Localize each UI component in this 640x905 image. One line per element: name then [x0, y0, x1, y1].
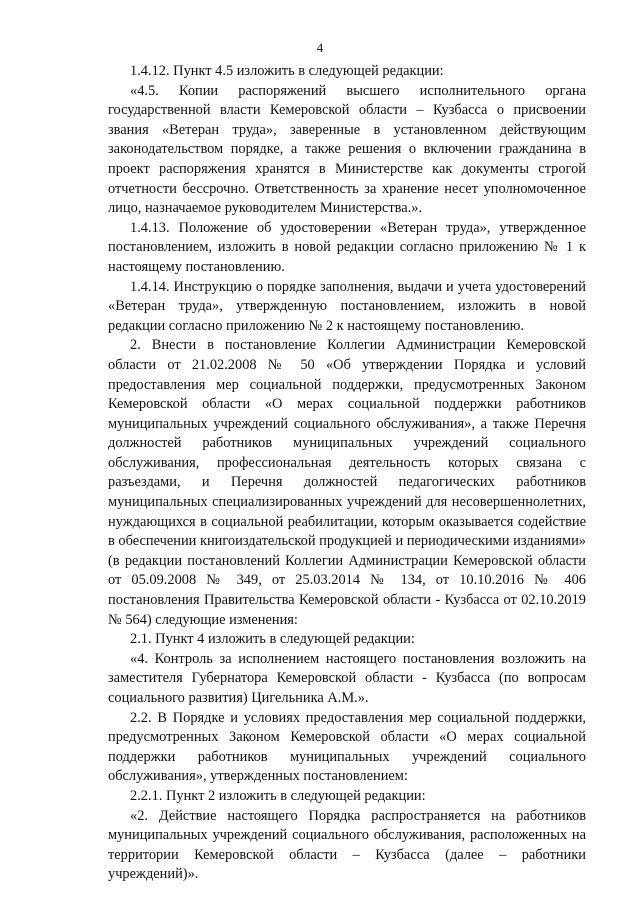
- paragraph-quote-4-5: «4.5. Копии распоряжений высшего исполнительного органа государственной власти Кемеровской области – Кузбасса о присвоении звания «Ветеран труда», заверенные в установленном действующим законодательством порядке, а также решения о включении гражданина в проект распоряжения хранятся в Министерстве как документы строгой отчетности бессрочно. Ответственность за хранение несет уполномоченное лицо, назначаемое руководителем Министерства.».: [108, 82, 586, 217]
- paragraph-quote-2: «2. Действие настоящего Порядка распространяется на работников муниципальных учреждений социального обслуживания, расположенных на территории Кемеровской области – Кузбасса (далее – работники учреждений)».: [108, 807, 586, 883]
- paragraph-1-4-14: 1.4.14. Инструкцию о порядке заполнения, выдачи и учета удостоверений «Ветеран труда», утвержденную постановлением, изложить в новой редакции согласно приложению № 2 к настоящему постановлению.: [108, 278, 586, 334]
- paragraph-2-2: 2.2. В Порядке и условиях предоставления мер социальной поддержки, предусмотренных Законом Кемеровской области «О мерах социальной поддержки работников муниципальных учреждений социального обслуживания», утвержденных постановлением:: [108, 709, 586, 785]
- document-body: [108, 62, 586, 885]
- paragraph-1-4-12: 1.4.12. Пункт 4.5 изложить в следующей редакции:: [130, 63, 444, 79]
- paragraph-quote-4: «4. Контроль за исполнением настоящего постановления возложить на заместителя Губернатора Кемеровской области - Кузбасса (по вопросам социального развития) Цигельника А.М.».: [108, 650, 586, 706]
- paragraph-2-2-1: 2.2.1. Пункт 2 изложить в следующей редакции:: [130, 787, 426, 804]
- paragraph-2-1: 2.1. Пункт 4 изложить в следующей редакции:: [130, 631, 415, 648]
- paragraph-2: 2. Внести в постановление Коллегии Администрации Кемеровской области от 21.02.2008 № 50 «Об утверждении Порядка и условий предоставления мер социальной поддержки, предусмотренных Законом Кемеровской области «О мерах социальной поддержки работников муниципальных учреждений социального обслуживания», а также Перечня должностей работников муниципальных учреждений социального обслуживания, профессиональная деятельность которых связана с разъездами, и Перечня должностей педагогических работников муниципальных специализированных учреждений для несовершеннолетних, нуждающихся в социальной реабилитации, которым оказывается содействие в обеспечении книгоиздательской продукцией и периодическими изданиями» (в редакции постановлений Коллегии Администрации Кемеровской области от 05.09.2008 № 349, от 25.03.2014 № 134, от 10.10.2016 № 406 постановления Правительства Кемеровской области - Кузбасса от 02.10.2019 № 564) следующие изменения:: [108, 337, 586, 628]
- paragraph-1-4-13: 1.4.13. Положение об удостоверении «Ветеран труда», утвержденное постановлением, изложить в новой редакции согласно приложению № 1 к настоящему постановлению.: [108, 219, 586, 275]
- page-number: 4: [316, 40, 324, 55]
